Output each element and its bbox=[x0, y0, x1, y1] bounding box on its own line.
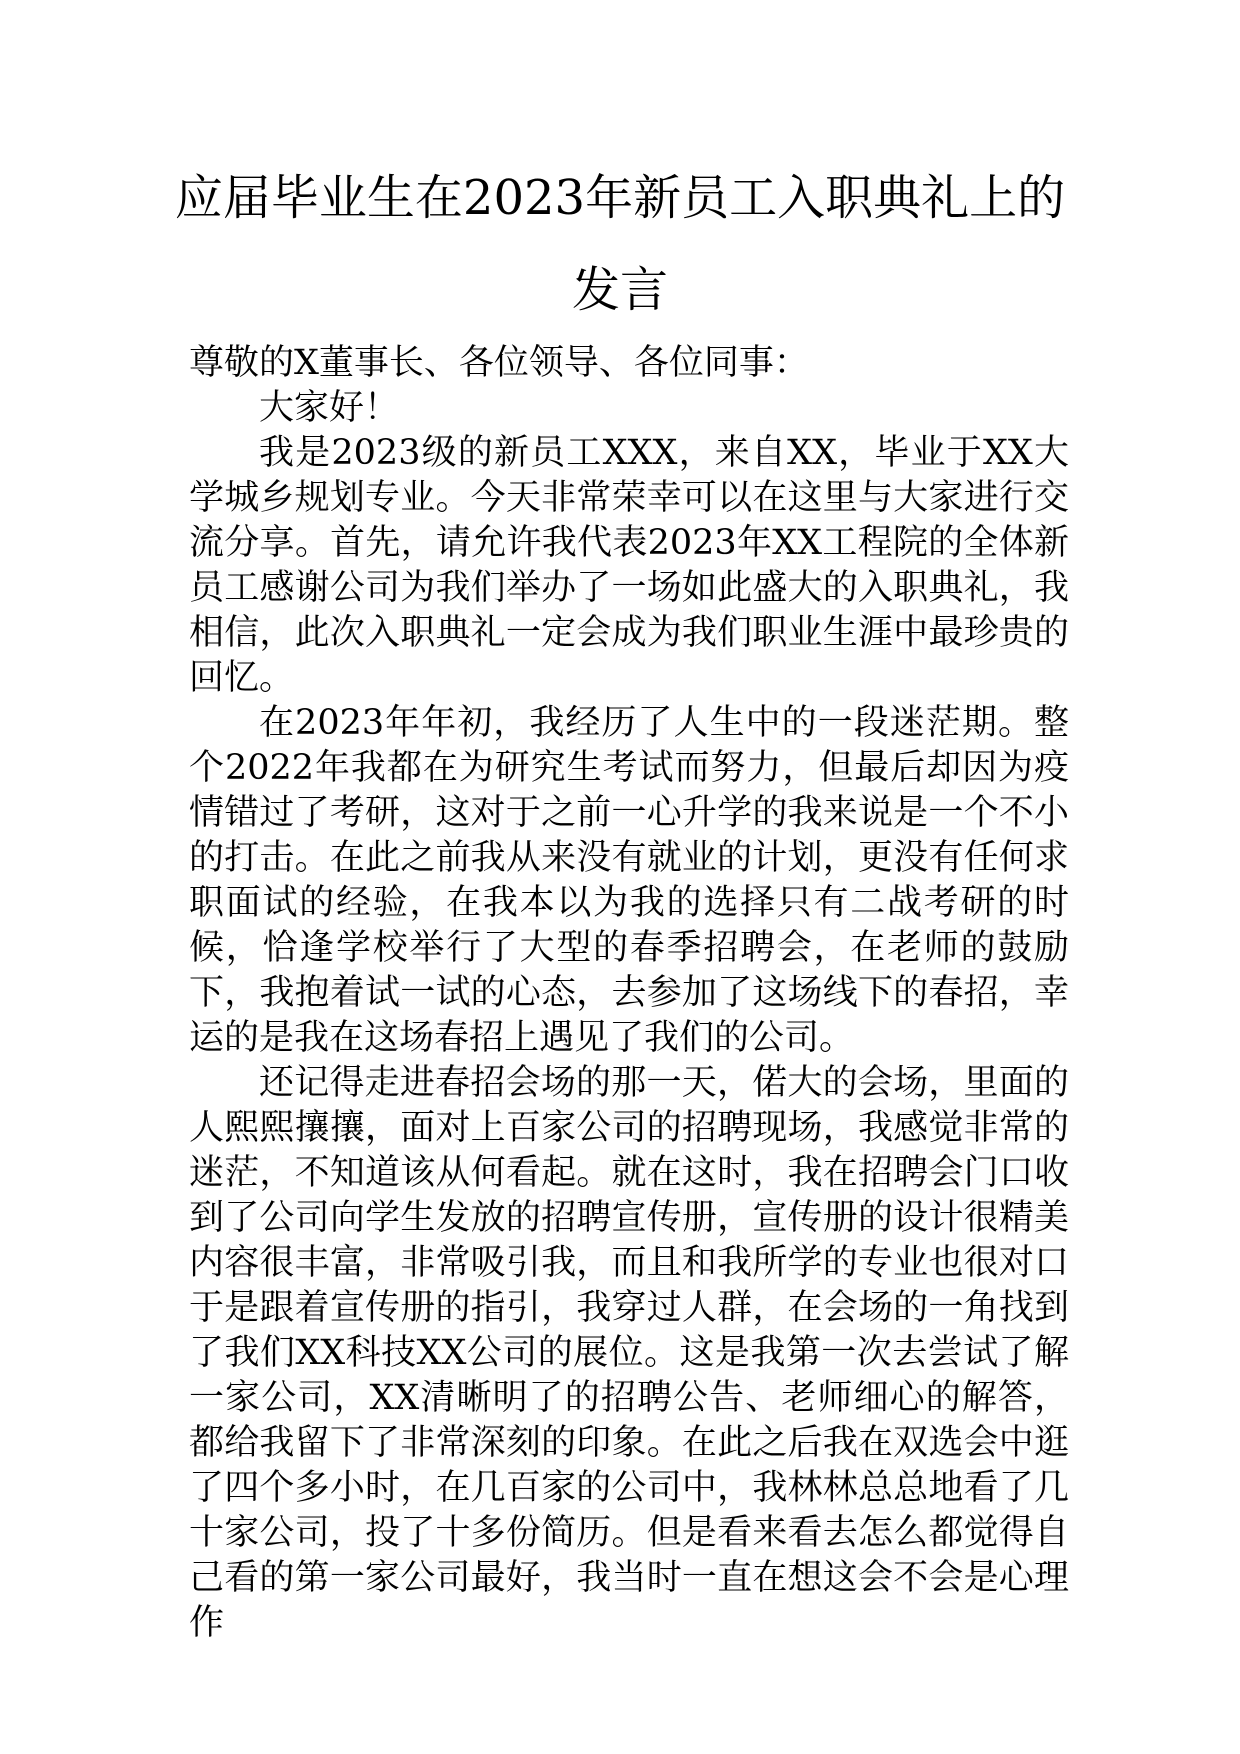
document-title-line-2: 发言 bbox=[571, 262, 668, 318]
document-title-line-1: 应届毕业生在2023年新员工入职典礼上的 bbox=[174, 170, 1066, 226]
salutation: 尊敬的X董事长、各位领导、各位同事： bbox=[189, 343, 809, 383]
paragraph-greeting: 大家好！ bbox=[259, 388, 400, 428]
document-body bbox=[189, 341, 1069, 1646]
paragraph-introduction: 我是2023级的新员工XXX，来自XX，毕业于XX大学城乡规划专业。今天非常荣幸可以在这里与大家进行交流分享。首先，请允许我代表2023年XX工程院的全体新员工感谢公司为我们举办了一场如此盛大的入职典礼，我相信，此次入职典礼一定会成为我们职业生涯中最珍贵的回忆。 bbox=[189, 433, 1069, 698]
paragraph-job-fair: 还记得走进春招会场的那一天，偌大的会场，里面的人熙熙攘攘，面对上百家公司的招聘现场，我感觉非常的迷茫，不知道该从何看起。就在这时，我在招聘会门口收到了公司向学生发放的招聘宣传册，宣传册的设计很精美内容很丰富，非常吸引我，而且和我所学的专业也很对口于是跟着宣传册的指引，我穿过人群，在会场的一角找到了我们XX科技XX公司的展位。这是我第一次去尝试了解一家公司，XX清晰明了的招聘公告、老师细心的解答，都给我留下了非常深刻的印象。在此之后我在双选会中逛了四个多小时，在几百家的公司中，我林林总总地看了几十家公司，投了十多份简历。但是看来看去怎么都觉得自己看的第一家公司最好，我当时一直在想这会不会是心理作 bbox=[189, 1063, 1069, 1643]
paragraph-early-2023: 在2023年年初，我经历了人生中的一段迷茫期。整个2022年我都在为研究生考试而努力，但最后却因为疫情错过了考研，这对于之前一心升学的我来说是一个不小的打击。在此之前我从来没有就业的计划，更没有任何求职面试的经验，在我本以为我的选择只有二战考研的时候，恰逢学校举行了大型的春季招聘会，在老师的鼓励下，我抱着试一试的心态，去参加了这场线下的春招，幸运的是我在这场春招上遇见了我们的公司。 bbox=[189, 703, 1069, 1058]
